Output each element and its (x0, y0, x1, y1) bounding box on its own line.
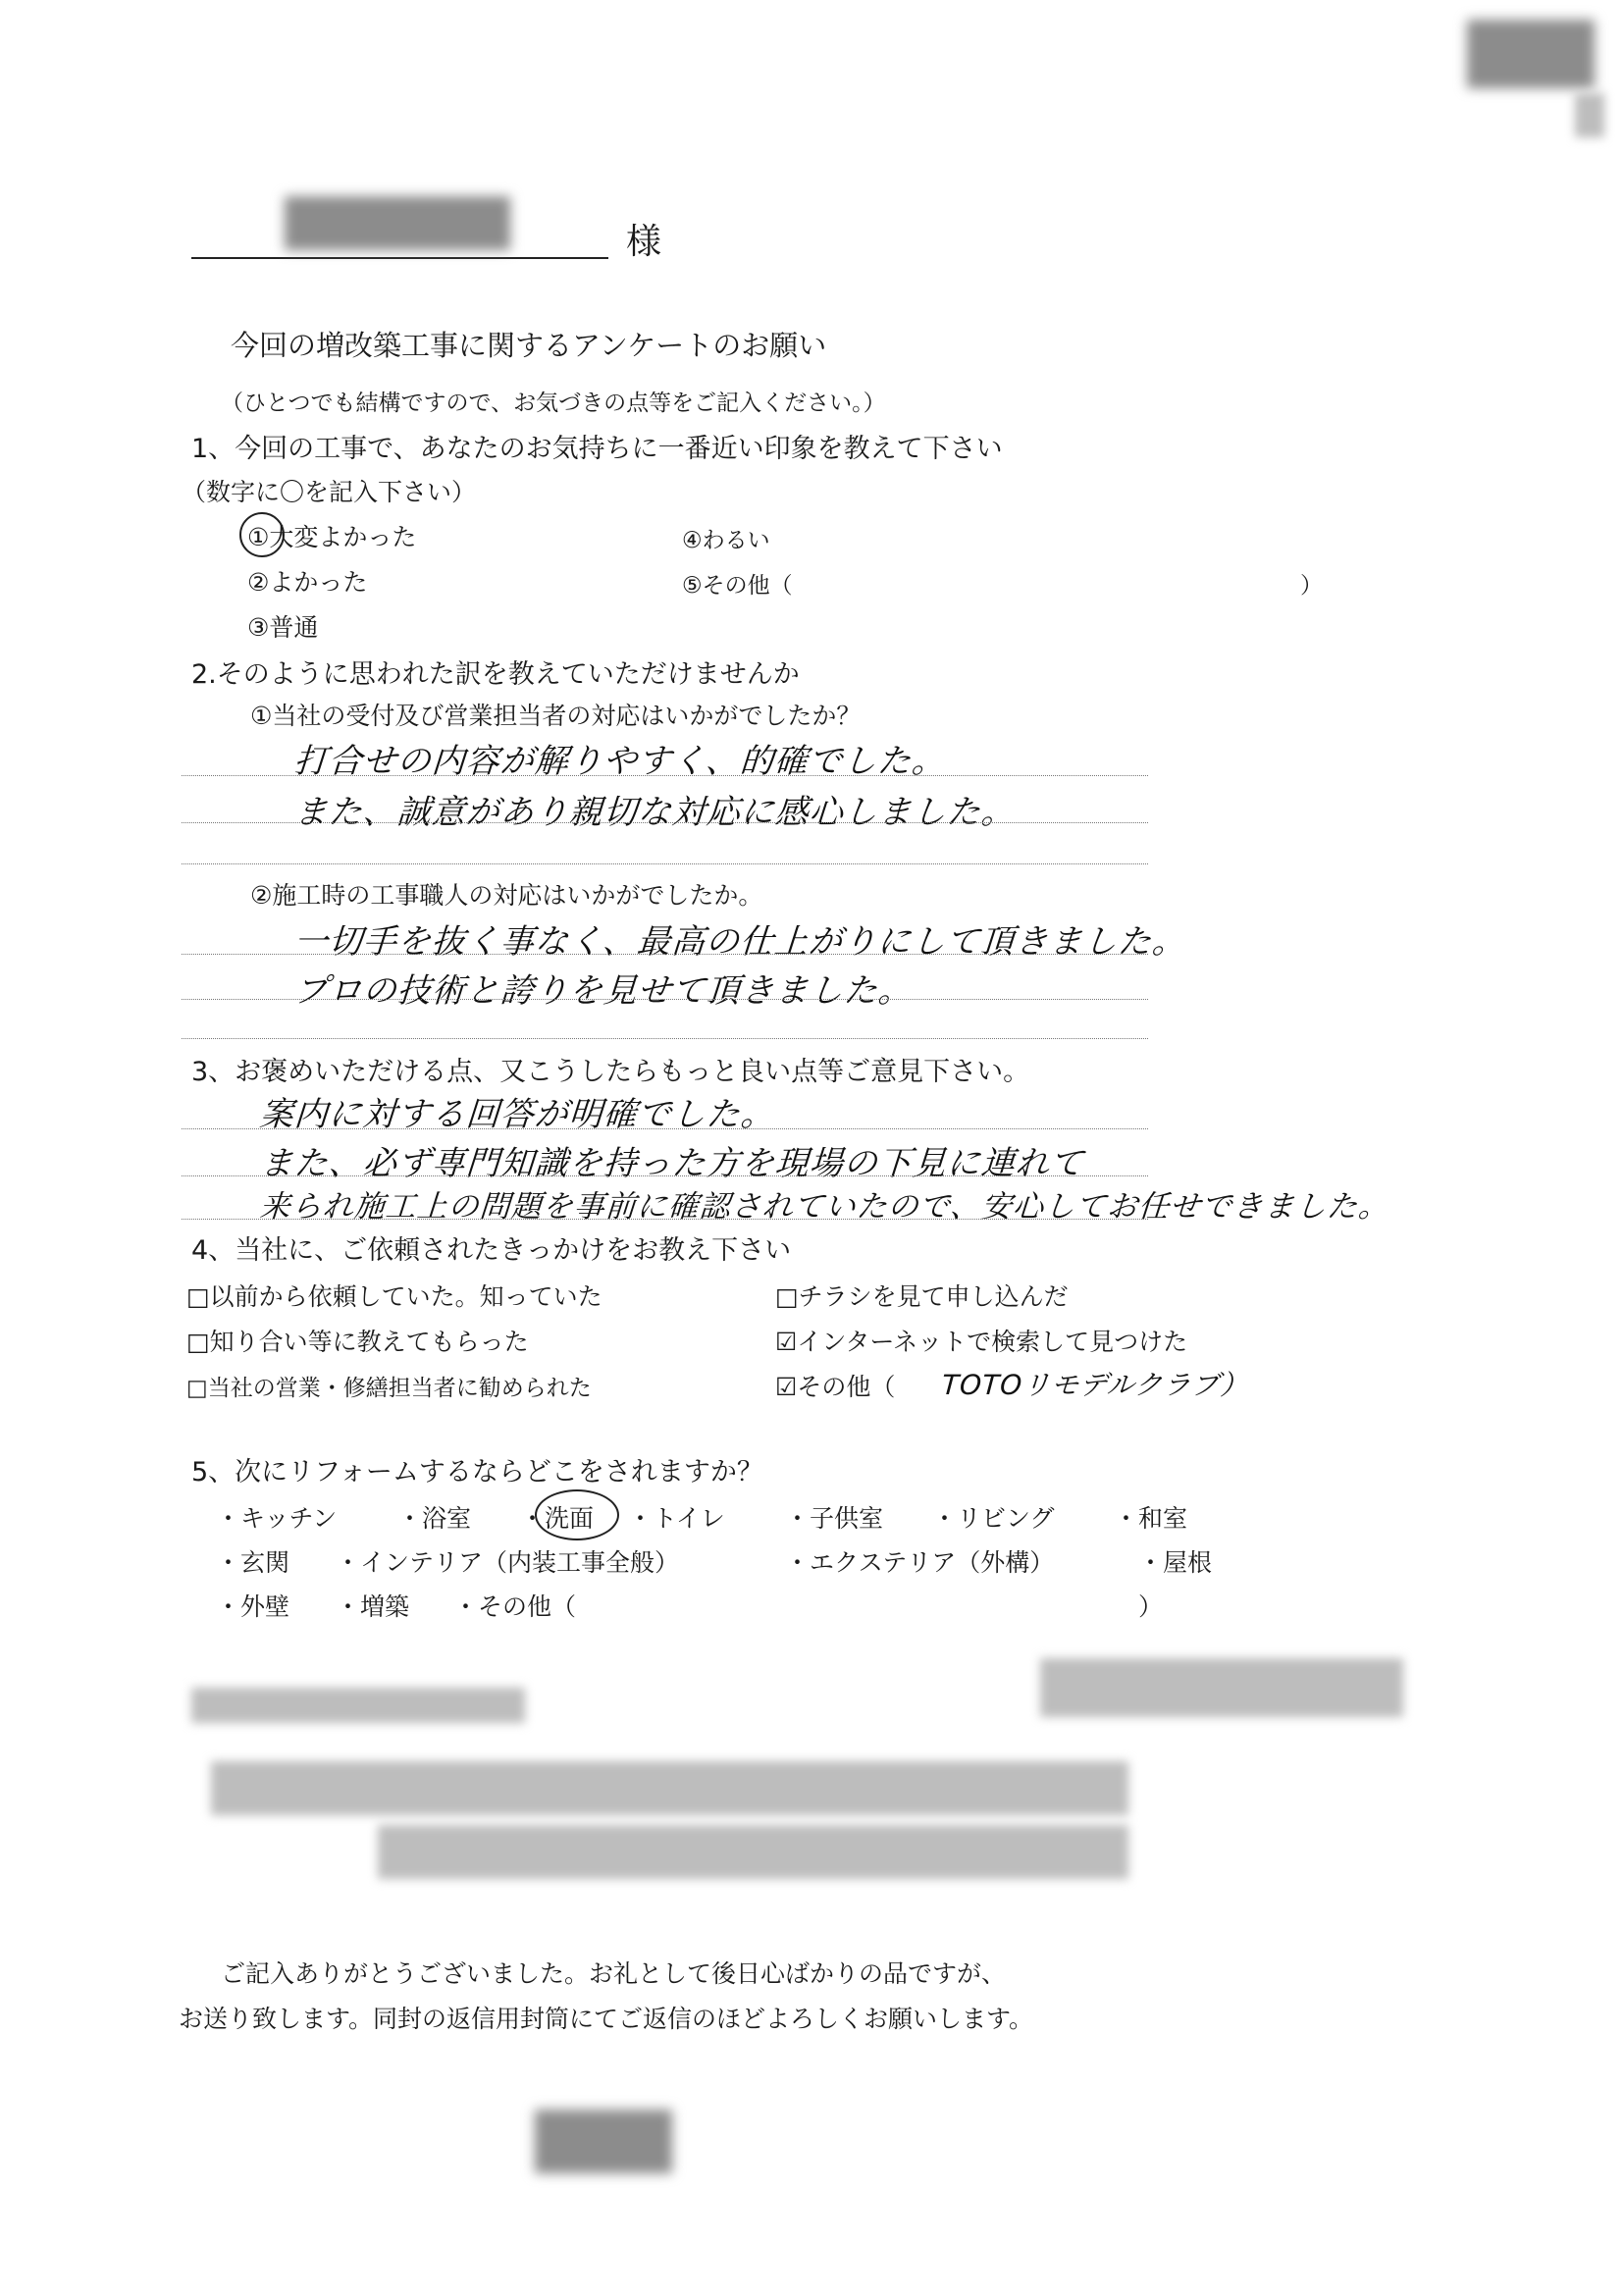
q5-exterior: ・エクステリア（外構） (785, 1548, 1055, 1577)
q4-other-answer: TOTOリモデルクラブ） (940, 1369, 1250, 1401)
q4-option-flyer: □チラシを見て申し込んだ (775, 1282, 1069, 1311)
answer-line (182, 1128, 1148, 1129)
q5-bath: ・浴室 (397, 1504, 472, 1533)
answer-line (182, 822, 1148, 823)
q2-sub1-answer-1: 打合せの内容が解りやすく、的確でした。 (292, 742, 948, 781)
q1-option-4: ④わるい (682, 528, 770, 553)
q5-kitchen: ・キッチン (216, 1504, 338, 1533)
q1-title: 1、今回の工事で、あなたのお気持ちに一番近い印象を教えて下さい (191, 434, 1003, 464)
answer-line (182, 1175, 1148, 1176)
q3-answer-1: 案内に対する回答が明確でした。 (258, 1095, 777, 1134)
q1-option-1: ①大変よかった (247, 523, 417, 551)
q2-sub2-answer-2: プロの技術と誇りを見せて頂きました。 (292, 971, 915, 1011)
redacted-company-stamp (535, 2110, 672, 2173)
q1-option-5: ⑤その他（ (682, 573, 793, 599)
survey-title: 今回の増改築工事に関するアンケートのお願い (231, 329, 827, 362)
q1-option-2: ②よかった (247, 568, 368, 597)
redacted-stamp (1467, 20, 1595, 88)
q3-answer-3: 来られ施工上の問題を事前に確認されていたので、安心してお任せできました。 (258, 1189, 1391, 1225)
q5-other: ・その他（ (453, 1592, 577, 1621)
q5-japanese-room: ・和室 (1114, 1504, 1188, 1533)
q2-sub1: ①当社の受付及び営業担当者の対応はいかがでしたか？ (250, 702, 862, 730)
q2-sub2: ②施工時の工事職人の対応はいかがでしたか。 (250, 881, 763, 910)
q2-sub2-answer-1: 一切手を抜く事なく、最高の仕上がりにして頂きました。 (292, 922, 1188, 962)
answer-line (182, 775, 1148, 776)
q5-entrance: ・玄関 (216, 1548, 290, 1577)
q5-extension: ・増築 (336, 1592, 410, 1621)
q5-title: 5、次にリフォームするならどこをされますか？ (191, 1457, 763, 1487)
answer-line (182, 1219, 1148, 1220)
q1-option-3: ③普通 (247, 613, 319, 642)
answer-line (182, 863, 1148, 864)
q4-option-acquaintance: □知り合い等に教えてもらった (186, 1328, 529, 1356)
q4-option-previous: □以前から依頼していた。知っていた (186, 1282, 602, 1311)
q4-option-other: ☑その他（ (775, 1373, 896, 1401)
answer-line (182, 999, 1148, 1000)
redacted-customer-name (285, 196, 510, 250)
q2-sub1-answer-2: また、誠意があり親切な対応に感心しました。 (292, 793, 1018, 832)
answer-line (182, 1038, 1148, 1039)
q4-option-internet: ☑インターネットで検索して見つけた (775, 1328, 1188, 1356)
honorific: 様 (626, 222, 662, 262)
footer-line-2: お送り致します。同封の返信用封筒にてご返信のほどよろしくお願いします。 (179, 2005, 1034, 2033)
q1-option-5-close: ） (1300, 573, 1323, 599)
q4-title: 4、当社に、ご依頼されたきっかけをお教え下さい (191, 1235, 792, 1266)
q1-instruction: （数字に〇を記入下さい） (182, 478, 477, 506)
footer-line-1: ご記入ありがとうございました。お礼として後日心ばかりの品ですが、 (221, 1959, 1007, 1988)
q5-outer-wall: ・外壁 (216, 1592, 290, 1621)
q5-other-close: ） (1138, 1592, 1164, 1621)
q2-title: 2.そのように思われた訳を教えていただけませんか (191, 659, 800, 690)
q5-kids-room: ・子供室 (785, 1504, 884, 1533)
q3-title: 3、お褒めいただける点、又こうしたらもっと良い点等ご意見下さい。 (191, 1057, 1030, 1087)
survey-note: （ひとつでも結構ですので、お気づきの点等をご記入ください。） (221, 391, 886, 416)
q5-interior: ・インテリア（内装工事全般） (336, 1548, 680, 1577)
redacted-stamp-tail (1575, 93, 1604, 137)
q5-toilet: ・トイレ (628, 1504, 725, 1533)
q5-roof: ・屋根 (1138, 1548, 1213, 1577)
q5-washroom: ・洗面 (520, 1504, 595, 1533)
q4-option-staff: □当社の営業・修繕担当者に勧められた (186, 1376, 592, 1401)
answer-line (182, 954, 1148, 955)
q5-living: ・リビング (932, 1504, 1055, 1533)
q3-answer-2: また、必ず専門知識を持った方を現場の下見に連れて (258, 1144, 1086, 1183)
